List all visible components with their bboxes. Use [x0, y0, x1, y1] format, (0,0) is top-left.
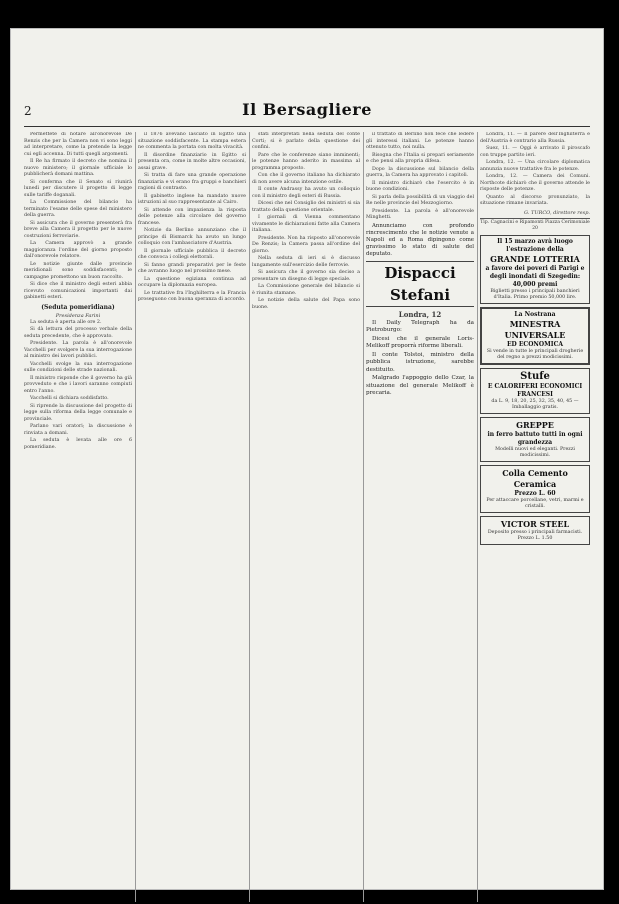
- newspaper-page: [10, 28, 604, 890]
- ad-line: E CALORIFERI ECONOMICI: [487, 383, 583, 390]
- ad-text: Si vende in tutte le principali drogherie del regno a prezzi modicissimi.: [486, 349, 584, 360]
- paragraph: La questione egiziana continua ad occupare la diplomazia europea.: [138, 276, 246, 288]
- paragraph: Pare che le conferenze siano imminenti; le potenze hanno aderito in massima al programma proposto.: [252, 152, 360, 171]
- paragraph: Bisogna che l'Italia si prepari seriamente e che pensi alla propria difesa.: [366, 152, 474, 164]
- paragraph: Si parla della possibilità di un viaggio del Re nelle provincie del Mezzogiorno.: [366, 194, 474, 206]
- header: [24, 98, 590, 128]
- paragraph: Dopo la discussione sul bilancio della guerra, la Camera ha approvato i capitoli.: [366, 166, 474, 178]
- paragraph: Dicesi che il generale Loris-Melikoff proporrà riforme liberali.: [366, 335, 474, 349]
- col1-article-2: [24, 320, 132, 452]
- ad-title: Colla Cemento Ceramica: [502, 468, 568, 489]
- paragraph: Presidente. Non ha risposto all'onorevole De Renzis; la Camera passa all'ordine del giorno.: [252, 235, 360, 254]
- ad-line: in ferro battuto tutti in ogni grandezza: [487, 431, 583, 446]
- paragraph: Si fanno grandi preparativi per le feste che avranno luogo nel prossimo mese.: [138, 262, 246, 274]
- paragraph: Con che il governo italiano ha dichiarato di non avere alcuna intenzione ostile.: [252, 173, 360, 185]
- paragraph: Nella seduta di ieri si è discusso lungamente sull'esercizio delle ferrovie.: [252, 256, 360, 268]
- paragraph: Le notizie della salute del Papa sono buone.: [252, 298, 360, 310]
- section-subtitle: Presidenza Farini: [55, 312, 101, 319]
- paragraph: La seduta è aperta alle ore 2.: [30, 319, 102, 325]
- paragraph: La Commissione generale del bilancio si è riunita stamane.: [252, 284, 360, 296]
- ad-text: da L. 9, 18, 20, 25, 32, 35, 40, 45 — Imballaggio gratis.: [491, 399, 579, 410]
- paragraph: Si tratta di fare una grande operazione finanziaria e vi erano fra gruppi e banchieri ragioni di contrasto.: [138, 173, 246, 191]
- paragraph: Vacchelli si dichiara soddisfatto.: [30, 396, 109, 401]
- printer-line: Tip. Cagnacini e Ripamonti Piazza Cerimoniale 20: [480, 220, 590, 231]
- paragraph: Presidente. La parola è all'onorevole Minghetti.: [366, 208, 474, 220]
- column-1: [24, 132, 132, 904]
- ad-stufe: [480, 368, 590, 414]
- ad-colla: [480, 465, 590, 513]
- paragraph: Si attende con impazienza la risposta delle potenze alla circolare del governo francese.: [138, 207, 246, 226]
- paragraph: stati interpretati nella seduta del conte Corti; si è parlato della questione dei confini.: [252, 132, 360, 150]
- ad-line: l'estrazione della: [506, 246, 564, 253]
- paragraph: Parlano vari oratori; la discussione è rinviata a domani.: [24, 424, 132, 436]
- paragraph: Quanto al discorso pronunziato, la situazione rimane invariata.: [480, 194, 590, 206]
- paragraph: Si conferma che il Senato si riunirà lunedì per discutere il progetto di legge sulle tariffe doganali.: [24, 179, 132, 198]
- paragraph: Londra, 12. — Camera dei Comuni. Northcote dichiarò che il governo attende le risposte delle potenze.: [480, 174, 590, 192]
- callout-paragraph: Annunciamo con profondo rincrescimento che le notizie venute a Napoli ed a Roma dipingono come gravissimo lo stato di salute del deputato.: [366, 222, 474, 257]
- column-5: [480, 132, 590, 904]
- column-divider: [477, 132, 478, 902]
- paragraph: Londra, 12. — Una circolare diplomatica annunzia nuove trattative fra le potenze.: [480, 160, 590, 172]
- paragraph: Il disordine finanziario in Egitto si presenta ora, come in molte altre occasioni, assai grave.: [138, 152, 246, 171]
- paragraph: Il Daily Telegraph ha da Pietroburgo:: [366, 319, 474, 333]
- paragraph: Si riprende la discussione del progetto di legge sulla riforma della legge comunale e provinciale.: [24, 403, 132, 422]
- ad-line: FRANCESI: [517, 391, 553, 398]
- masthead: Il Bersagliere: [242, 100, 372, 119]
- paragraph: Il ministro dichiarò che l'esercito è in buone condizioni.: [366, 180, 474, 192]
- dateline: Londra, 12: [398, 309, 442, 319]
- col1-article: [24, 132, 132, 302]
- ad-text: Per attaccare porcellane, vetri, marmi e cristalli.: [486, 498, 584, 509]
- column-3: [252, 132, 360, 904]
- paragraph: Il Re ha firmato il decreto che nomina il nuovo ministero; il giornale ufficiale lo pubblicherà domani mattina.: [24, 159, 132, 177]
- ad-title: VICTOR STEEL: [500, 519, 570, 529]
- column-2: [138, 132, 246, 904]
- paragraph: Notizie da Berlino annunziano che il principe di Bismarck ha avuto un lungo colloquio con l'ambasciatore d'Austria.: [138, 228, 246, 246]
- paragraph: Permettete di notare all'onorevole De Renzis che per la Camera non vi sono leggi ad interpretare, come la pretende la legge cui egli accenna. Di tutti quegli argomenti.: [24, 132, 132, 157]
- ad-line: ED ECONOMICA: [506, 341, 564, 348]
- director-signature: G. TURCO, direttore resp.: [524, 209, 590, 216]
- ad-title: MINESTRA UNIVERSALE: [504, 319, 566, 340]
- ad-text: Biglietti presso i principali banchieri d'Italia. Primo premio 50,000 lire.: [490, 289, 580, 300]
- section-title: (Seduta pomeridiana): [41, 303, 115, 311]
- paragraph: Vacchelli svolge la sua interrogazione sulle condizioni delle strade nazionali.: [24, 361, 132, 373]
- ad-text: Modelli nuovi ed eleganti. Prezzi modicissimi.: [495, 447, 575, 458]
- column-divider: [363, 132, 364, 902]
- column-4: [366, 132, 474, 904]
- paragraph: Si dice che il ministro degli esteri abbia ricevuto comunicazioni importanti dai gabinetti esteri.: [24, 282, 132, 300]
- page-number: 2: [24, 104, 32, 118]
- ad-line: Prezzo L. 60: [514, 490, 556, 497]
- paragraph: Il conte Andrassy ha avuto un colloquio con il ministro degli esteri di Russia.: [252, 187, 360, 199]
- paragraph: Suez, 11. — Oggi è arrivato il piroscafo con truppe partito ieri.: [480, 146, 590, 158]
- paragraph: Malgrado l'appoggio dello Czar, la situazione del generale Melikoff è precaria.: [366, 375, 474, 396]
- paragraph: Il ministro risponde che il governo ha già provveduto e che i lavori saranno compiuti entro l'anno.: [24, 375, 132, 394]
- paragraph: Il giornale ufficiale pubblica il decreto che convoca i collegi elettorali.: [138, 248, 246, 260]
- ad-line: Il 15 marzo avrà luogo: [497, 238, 573, 245]
- paragraph: La seduta è levata alle ore 6 pomeridiane.: [24, 438, 132, 450]
- paragraph: I giornali di Vienna commentano vivamente le dichiarazioni fatte alla Camera italiana.: [252, 215, 360, 233]
- paragraph: La Commissione del bilancio ha terminato l'esame delle spese del ministero della guerra.: [24, 200, 132, 218]
- paragraph: Si assicura che il governo sia deciso a presentare un disegno di legge speciale.: [252, 270, 360, 282]
- column-divider: [135, 132, 136, 902]
- ad-title: GREPPE: [516, 420, 554, 430]
- dispacci-heading: Dispacci Stefani: [366, 261, 474, 307]
- paragraph: Si dà lettura del processo verbale della seduta precedente, che è approvato.: [24, 327, 132, 339]
- paragraph: La Camera approvò a grande maggioranza l'ordine del giorno proposto dall'onorevole relatore.: [24, 241, 132, 259]
- ad-steel: [480, 516, 590, 545]
- paragraph: Dicesi che nel Consiglio dei ministri si sia trattato della questione orientale.: [252, 201, 360, 213]
- paragraph: Si assicura che il governo presenterà fra breve alla Camera il progetto per le nuove costruzioni ferroviarie.: [24, 220, 132, 239]
- ad-minestra: [480, 307, 590, 365]
- paragraph: Le notizie giunte dalle provincie meridionali sono soddisfacenti; le campagne promettono un buon raccolto.: [24, 261, 132, 280]
- paragraph: il 1876 avevano lasciato in Egitto una situazione soddisfacente. La stampa estera ne commenta la portata con molta vivacità.: [138, 132, 246, 150]
- paragraph: Presidente. La parola è all'onorevole Vacchelli per svolgere la sua interrogazione al ministro dei lavori pubblici.: [24, 341, 132, 359]
- paragraph: Le trattative fra l'Inghilterra e la Francia proseguono con buona speranza di accordo.: [138, 290, 246, 302]
- ad-greppe: [480, 417, 590, 462]
- paragraph: Il gabinetto inglese ha mandato nuove istruzioni al suo rappresentante al Cairo.: [138, 193, 246, 205]
- paragraph: il trattato di Berlino non fece che ledere gli interessi italiani. Le potenze hanno ottenuto tutto, noi nulla.: [366, 132, 474, 150]
- paragraph: Il conte Tolstoi, ministro della pubblica istruzione, sarebbe destituito.: [366, 351, 474, 373]
- ad-lotteria: [480, 235, 590, 304]
- ad-title: Stufe: [520, 371, 550, 382]
- ad-line: a favore dei poveri di Parigi e degli inondati di Szegedin: 40,000 premi: [485, 265, 585, 288]
- ad-text: Deposito presso i principali farmacisti. Prezzo L. 1.50: [487, 530, 583, 541]
- ad-line: La Nostrana: [514, 311, 556, 318]
- column-divider: [249, 132, 250, 902]
- paragraph: Londra, 11. — Il parere dell'Inghilterra e dell'Austria è contrario alla Russia.: [480, 132, 590, 144]
- header-rule: [24, 126, 590, 127]
- ad-title: GRANDE LOTTERIA: [490, 254, 580, 264]
